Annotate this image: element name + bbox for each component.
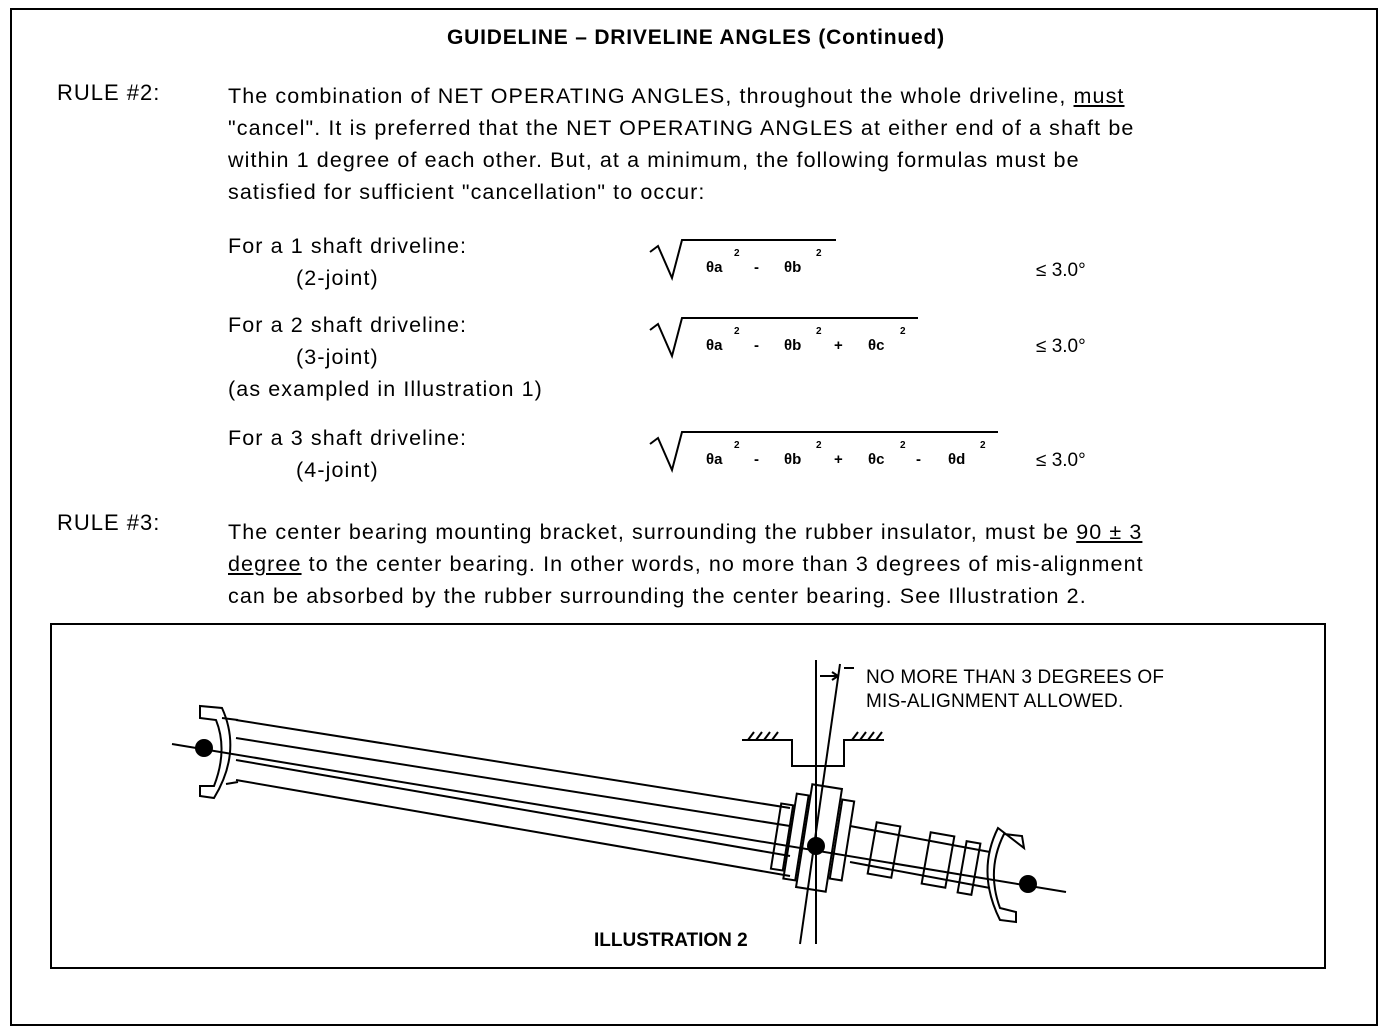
shaft-tube-lower-inner bbox=[236, 760, 790, 856]
svg-text:-: - bbox=[754, 451, 759, 468]
svg-text:θa: θa bbox=[706, 337, 723, 354]
rule-3-label: RULE #3: bbox=[57, 510, 161, 535]
must-underlined: must bbox=[1073, 84, 1125, 108]
rule-2-line-2: "cancel". It is preferred that the NET OPERATING ANGLES at either end of a shaft be bbox=[228, 116, 1135, 140]
right-yoke bbox=[987, 828, 1024, 922]
left-yoke-neck-bottom bbox=[226, 782, 238, 784]
left-yoke-neck-top bbox=[222, 718, 238, 720]
svg-text:θa: θa bbox=[706, 451, 723, 468]
ninety-degree-underlined: 90 ± 3 bbox=[1076, 520, 1143, 544]
mount-bracket bbox=[742, 740, 884, 766]
note-line-2: MIS-ALIGNMENT ALLOWED. bbox=[866, 691, 1124, 712]
svg-text:θb: θb bbox=[784, 337, 802, 354]
svg-text:2: 2 bbox=[734, 248, 740, 259]
svg-text:2: 2 bbox=[816, 248, 822, 259]
limit-1: ≤ 3.0° bbox=[1036, 260, 1086, 281]
ground-hatch-8 bbox=[876, 732, 882, 740]
svg-text:2: 2 bbox=[734, 326, 740, 337]
right-joint-dot bbox=[1019, 875, 1037, 893]
svg-text:2: 2 bbox=[980, 440, 986, 451]
rule-2-line-3: within 1 degree of each other. But, at a minimum, the following formulas must be bbox=[228, 148, 1080, 172]
rule-3-line-1: The center bearing mounting bracket, surrounding the rubber insulator, must be 90 ± 3 bbox=[228, 520, 1143, 544]
svg-text:+: + bbox=[834, 337, 843, 354]
svg-text:θd: θd bbox=[948, 451, 966, 468]
svg-text:θc: θc bbox=[868, 451, 885, 468]
ground-hatch-7 bbox=[868, 732, 874, 740]
limit-3: ≤ 3.0° bbox=[1036, 450, 1086, 471]
rule-2-line-4: satisfied for sufficient "cancellation" to occur: bbox=[228, 180, 706, 204]
page-title: GUIDELINE – DRIVELINE ANGLES (Continued) bbox=[447, 26, 945, 49]
case-1-label: For a 1 shaft driveline: (2-joint) bbox=[228, 234, 468, 290]
case-3-label: For a 3 shaft driveline: (4-joint) bbox=[228, 426, 468, 482]
svg-text:2: 2 bbox=[900, 440, 906, 451]
svg-text:2: 2 bbox=[900, 326, 906, 337]
svg-text:-: - bbox=[916, 451, 921, 468]
ground-hatch-1 bbox=[748, 732, 754, 740]
svg-text:θb: θb bbox=[784, 451, 802, 468]
svg-text:θc: θc bbox=[868, 337, 885, 354]
limit-2: ≤ 3.0° bbox=[1036, 336, 1086, 357]
driveline-centerline bbox=[172, 744, 1066, 892]
case-2-label: For a 2 shaft driveline: (3-joint) (as exampled in Illustration 1) bbox=[228, 313, 543, 401]
ground-hatch-4 bbox=[772, 732, 778, 740]
svg-text:2: 2 bbox=[734, 440, 740, 451]
ground-hatch-2 bbox=[756, 732, 762, 740]
svg-text:-: - bbox=[754, 337, 759, 354]
shaft-tube-upper-inner bbox=[236, 738, 790, 826]
note-line-1: NO MORE THAN 3 DEGREES OF bbox=[866, 667, 1165, 688]
svg-text:2: 2 bbox=[816, 440, 822, 451]
left-joint-dot bbox=[195, 739, 213, 757]
svg-text:θb: θb bbox=[784, 259, 802, 276]
slip-top bbox=[850, 826, 990, 852]
ground-hatch-6 bbox=[860, 732, 866, 740]
ground-hatch-3 bbox=[764, 732, 770, 740]
rule-2-label: RULE #2: bbox=[57, 80, 161, 105]
svg-text:+: + bbox=[834, 451, 843, 468]
center-joint-dot bbox=[807, 837, 825, 855]
illustration-caption: ILLUSTRATION 2 bbox=[594, 930, 748, 951]
degree-underlined: degree bbox=[228, 552, 302, 576]
svg-text:θa: θa bbox=[706, 259, 723, 276]
svg-text:-: - bbox=[754, 259, 759, 276]
rule-3-line-3: can be absorbed by the rubber surrounding the center bearing. See Illustration 2. bbox=[228, 584, 1087, 608]
misalignment-note bbox=[866, 666, 1164, 714]
rule-2-line-1: The combination of NET OPERATING ANGLES, throughout the whole driveline, must bbox=[228, 84, 1125, 108]
rule-3-line-2: degree to the center bearing. In other words, no more than 3 degrees of mis-alignment bbox=[228, 552, 1144, 576]
svg-text:2: 2 bbox=[816, 326, 822, 337]
misalignment-line bbox=[800, 664, 840, 944]
ground-hatch-5 bbox=[852, 732, 858, 740]
